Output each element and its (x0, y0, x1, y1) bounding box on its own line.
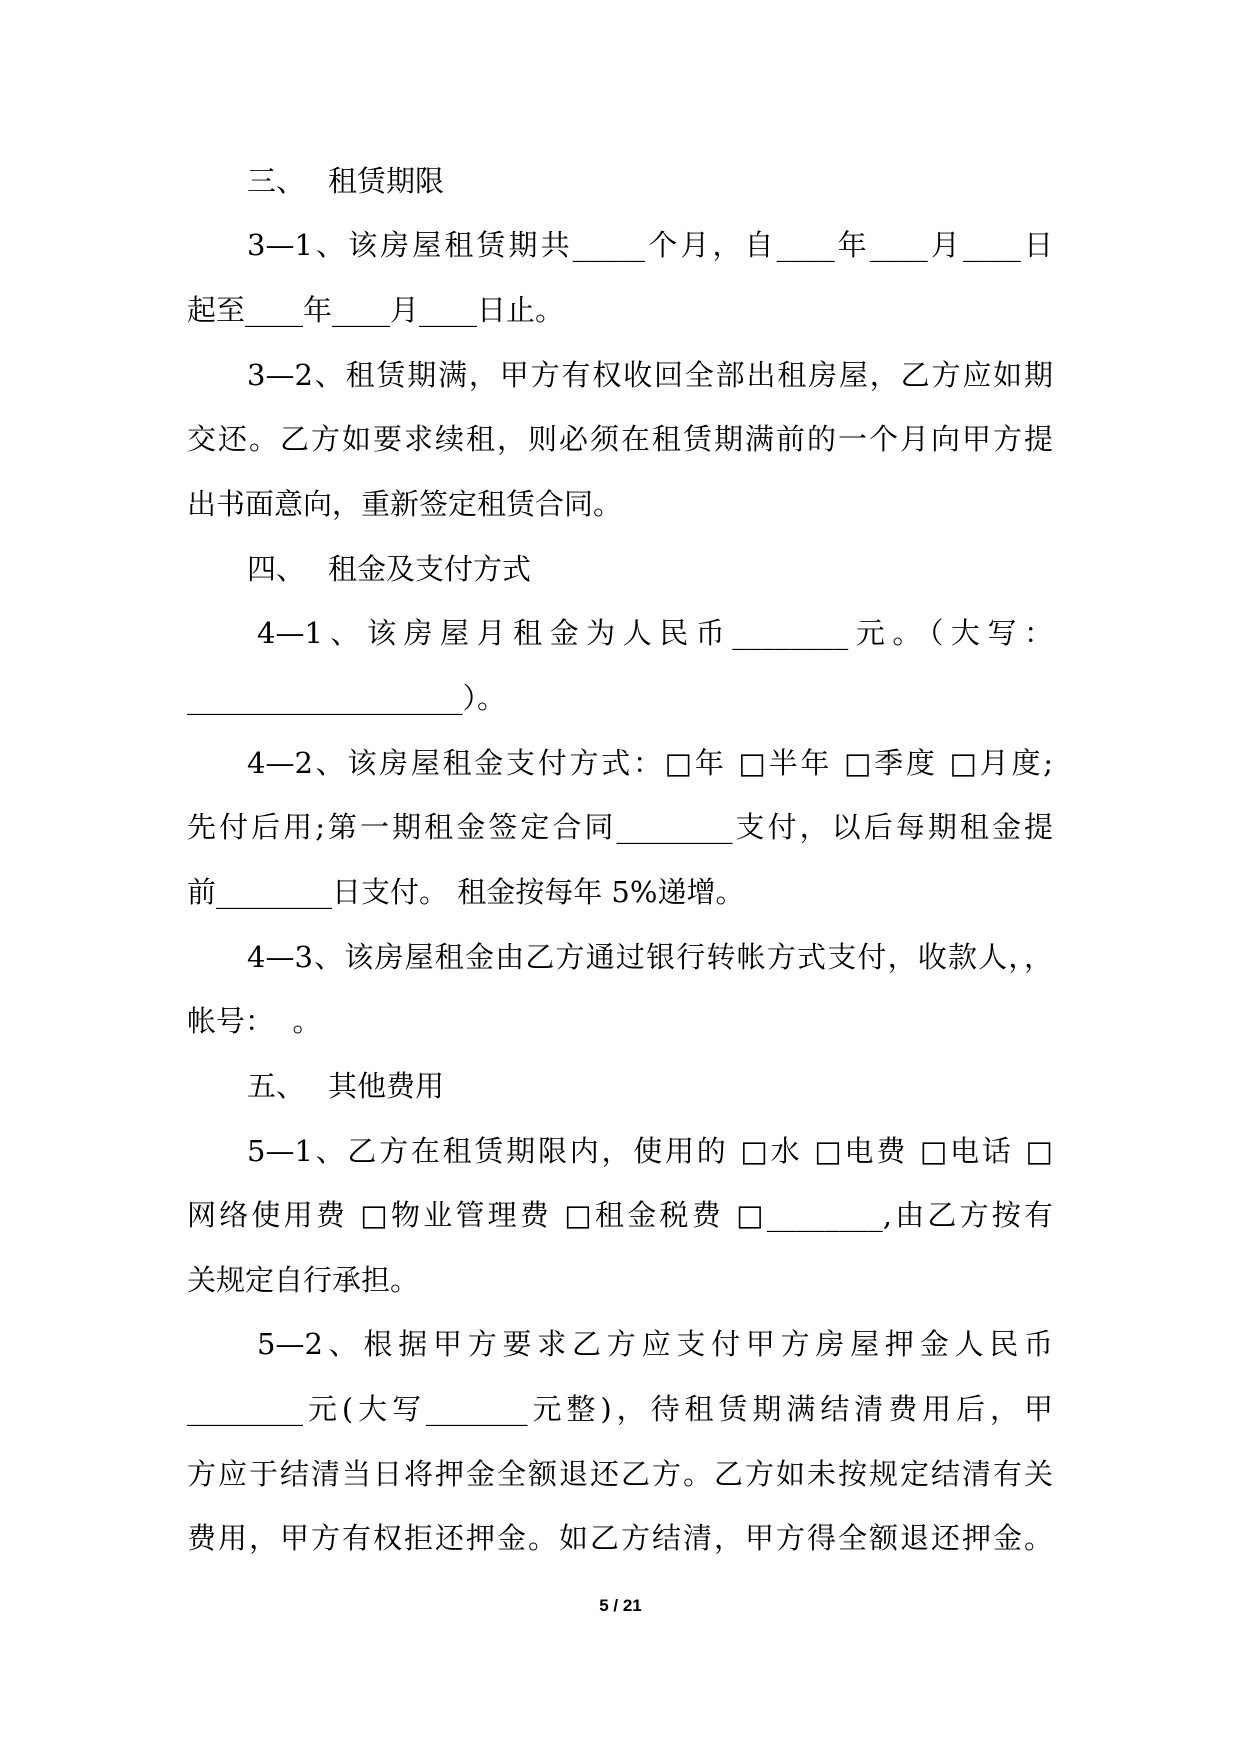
clause-3-1-line-1: 3—1、该房屋租赁期共_____个月，自____年____月____日 (247, 228, 1053, 263)
clause-4-3-line-1: 4—3、该房屋租金由乙方通过银行转帐方式支付，收款人，， (247, 939, 1053, 974)
section-heading-5 (187, 1054, 1053, 1119)
document-body (187, 149, 1053, 1571)
section-heading-3 (187, 149, 1053, 214)
clause-5-2-line-1: 5—2、根据甲方要求乙方应支付甲方房屋押金人民币 (257, 1327, 1053, 1362)
page-number: 5 / 21 (599, 1596, 642, 1615)
clause-4-2 (187, 731, 1053, 925)
clause-4-2-line-1: 4—2、该房屋租金支付方式：□年 □半年 □季度 □月度; (247, 745, 1053, 780)
clause-4-2-line-2: 先付后用;第一期租金签定合同________支付，以后每期租金提 (187, 810, 1053, 845)
clause-5-1-line-3: 关规定自行承担。 (187, 1262, 420, 1297)
clause-4-2-line-3: 前________日支付。 租金按每年 5%递增。 (187, 874, 745, 909)
section-number: 三、 (247, 163, 306, 198)
section-number: 五、 (247, 1068, 306, 1103)
clause-4-1-line-1: 4—1、该房屋月租金为人民币________元。（大写： (257, 616, 1053, 651)
clause-5-1 (187, 1119, 1053, 1313)
clause-3-2-line-1: 3—2、租赁期满，甲方有权收回全部出租房屋，乙方应如期 (247, 357, 1053, 392)
clause-3-1 (187, 213, 1053, 342)
clause-5-2-line-4: 费用，甲方有权拒还押金。如乙方结清，甲方得全额退还押金。 (187, 1521, 1053, 1556)
section-title: 租赁期限 (328, 163, 445, 198)
section-number: 四、 (247, 551, 306, 586)
clause-3-2 (187, 343, 1053, 537)
clause-4-3 (187, 925, 1053, 1054)
section-title: 其他费用 (328, 1068, 445, 1103)
clause-5-2-line-2: ________元(大写_______元整)，待租赁期满结清费用后，甲 (187, 1392, 1053, 1427)
clause-3-2-line-3: 出书面意向，重新签定租赁合同。 (187, 486, 623, 521)
clause-5-2-line-3: 方应于结清当日将押金全额退还乙方。乙方如未按规定结清有关 (187, 1456, 1053, 1491)
clause-5-1-line-2: 网络使用费 □物业管理费 □租金税费 □________,由乙方按有 (187, 1198, 1053, 1233)
clause-3-2-line-2: 交还。乙方如要求续租，则必须在租赁期满前的一个月向甲方提 (187, 422, 1053, 457)
clause-4-1 (187, 601, 1053, 730)
clause-5-2 (187, 1312, 1053, 1571)
clause-4-3-line-2: 帐号： 。 (187, 1004, 322, 1039)
section-heading-4 (187, 537, 1053, 602)
clause-5-1-line-1: 5—1、乙方在租赁期限内，使用的 □水 □电费 □电话 □ (247, 1133, 1053, 1168)
clause-4-1-line-2: ___________________）。 (187, 680, 507, 715)
section-title: 租金及支付方式 (328, 551, 532, 586)
clause-3-1-line-2: 起至____年____月____日止。 (187, 292, 565, 327)
